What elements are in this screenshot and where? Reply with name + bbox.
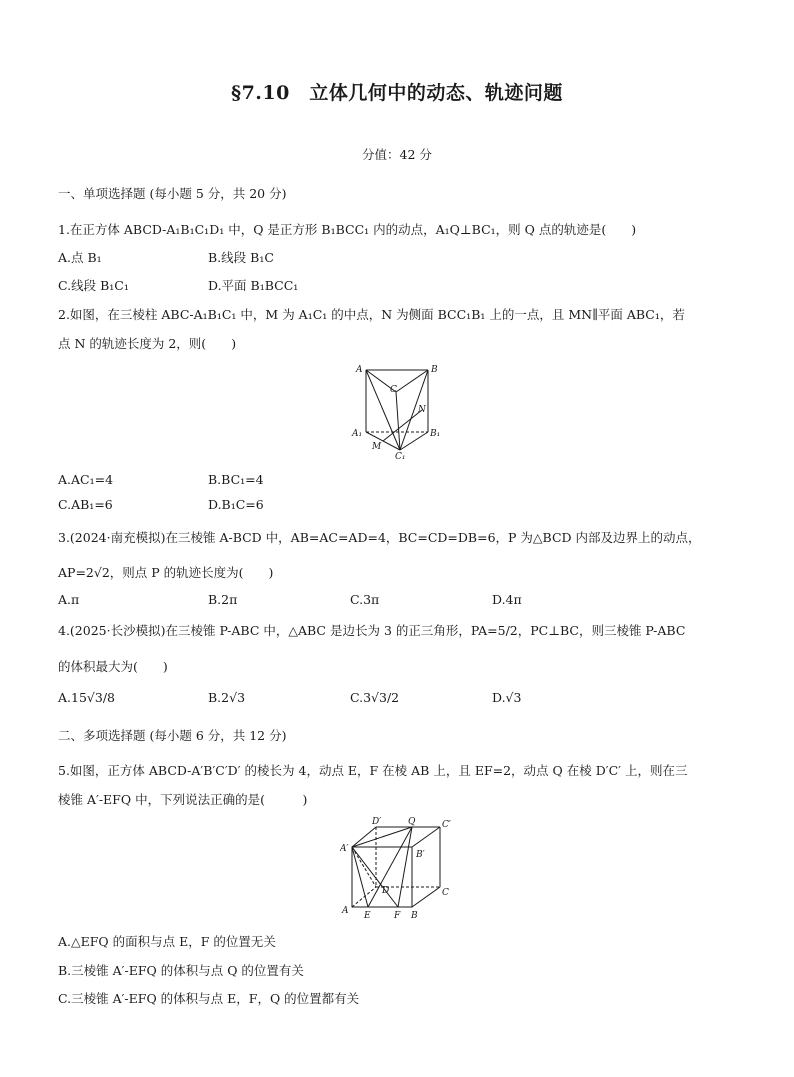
q5-cube-figure <box>340 815 460 925</box>
q3-option-d: D.4π <box>492 592 522 607</box>
q5-label-a: A <box>342 906 349 916</box>
q2-option-b: B.BC₁=4 <box>208 472 264 487</box>
q5-label-d-prime: D′ <box>372 817 382 827</box>
q5-stem-line2: 棱锥 A′-EFQ 中，下列说法正确的是( ) <box>58 792 308 807</box>
q5-option-b: B.三棱锥 A′-EFQ 的体积与点 Q 的位置有关 <box>58 963 304 978</box>
q1-option-c: C.线段 B₁C₁ <box>58 278 129 293</box>
q5-label-c-prime: C′ <box>442 820 451 830</box>
q2-stem-line2: 点 N 的轨迹长度为 2，则( ) <box>58 336 237 351</box>
q2-prism-figure <box>350 360 460 460</box>
q1-option-a: A.点 B₁ <box>58 250 102 265</box>
q5-label-a-prime: A′ <box>340 844 349 854</box>
q5-label-d: D <box>382 886 390 896</box>
q1-option-b: B.线段 B₁C <box>208 250 274 265</box>
q5-stem-line1: 5.如图，正方体 ABCD-A′B′C′D′ 的棱长为 4，动点 E，F 在棱 AB 上，且 EF=2，动点 Q 在棱 D′C′ 上，则在三 <box>58 763 688 778</box>
q3-option-b: B.2π <box>208 592 238 607</box>
q4-option-b: B.2√3 <box>208 690 246 705</box>
q2-label-a: A <box>356 365 363 375</box>
q5-label-q: Q <box>408 817 416 827</box>
q5-option-c: C.三棱锥 A′-EFQ 的体积与点 E，F，Q 的位置都有关 <box>58 991 360 1006</box>
q2-option-a: A.AC₁=4 <box>58 472 114 487</box>
q5-label-b: B <box>411 911 418 921</box>
q5-label-e: E <box>364 911 371 921</box>
q4-option-d: D.√3 <box>492 690 522 705</box>
q1-option-d: D.平面 B₁BCC₁ <box>208 278 299 293</box>
q5-label-c: C <box>442 888 449 898</box>
q2-label-c: C <box>390 385 397 395</box>
q5-label-b-prime: B′ <box>416 850 425 860</box>
q3-option-c: C.3π <box>350 592 380 607</box>
q4-option-c: C.3√3/2 <box>350 690 400 705</box>
q2-label-m: M <box>372 442 382 452</box>
q2-label-a1: A₁ <box>352 429 363 439</box>
page-title: §7.10 立体几何中的动态、轨迹问题 <box>231 82 563 104</box>
score-label: 分值：42 分 <box>362 147 432 162</box>
q2-stem-line1: 2.如图，在三棱柱 ABC-A₁B₁C₁ 中，M 为 A₁C₁ 的中点，N 为侧面 BCC₁B₁ 上的一点，且 MN∥平面 ABC₁，若 <box>58 307 685 322</box>
q3-stem-line1: 3.(2024·南充模拟)在三棱锥 A-BCD 中，AB=AC=AD=4，BC=CD=DB=6，P 为△BCD 内部及边界上的动点， <box>58 530 701 545</box>
q4-option-a: A.15√3/8 <box>58 690 115 705</box>
section-single-choice: 一、单项选择题 (每小题 5 分，共 20 分) <box>58 186 287 201</box>
section-multi-choice: 二、多项选择题 (每小题 6 分，共 12 分) <box>58 728 287 743</box>
q3-option-a: A.π <box>58 592 80 607</box>
q2-label-b: B <box>431 365 438 375</box>
q2-label-n: N <box>418 405 426 415</box>
q5-option-a: A.△EFQ 的面积与点 E，F 的位置无关 <box>58 934 276 949</box>
q2-label-b1: B₁ <box>430 429 441 439</box>
q1-stem: 1.在正方体 ABCD-A₁B₁C₁D₁ 中，Q 是正方形 B₁BCC₁ 内的动点，A₁Q⊥BC₁，则 Q 点的轨迹是( ) <box>58 222 637 237</box>
q2-option-d: D.B₁C=6 <box>208 497 264 512</box>
q5-label-f: F <box>394 911 401 921</box>
q4-stem-line1: 4.(2025·长沙模拟)在三棱锥 P-ABC 中，△ABC 是边长为 3 的正三角形，PA=5/2，PC⊥BC，则三棱锥 P-ABC <box>58 623 686 638</box>
q3-stem-line2: AP=2√2，则点 P 的轨迹长度为( ) <box>58 565 274 580</box>
q2-option-c: C.AB₁=6 <box>58 497 113 512</box>
q2-label-c1: C₁ <box>395 452 406 460</box>
q4-stem-line2: 的体积最大为( ) <box>58 659 168 674</box>
